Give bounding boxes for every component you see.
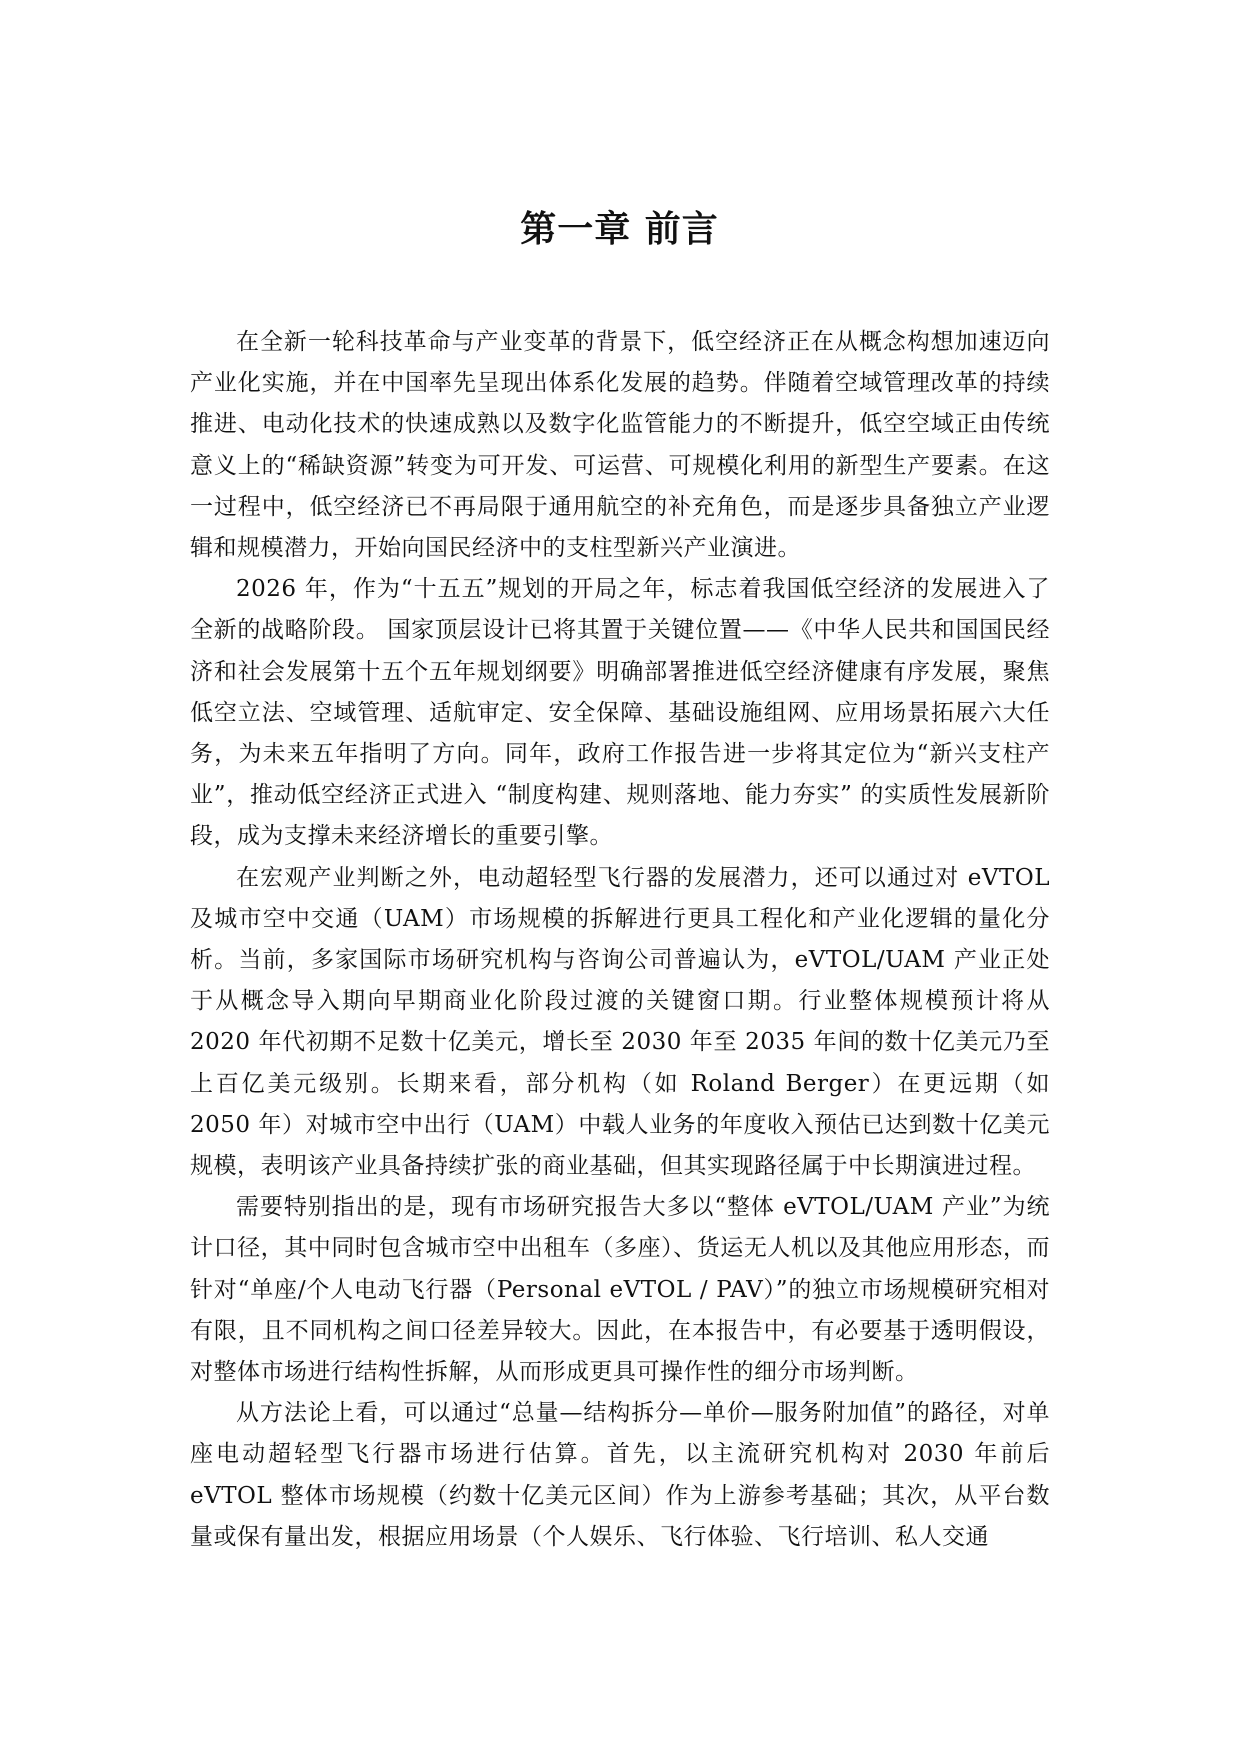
paragraph: 在宏观产业判断之外，电动超轻型飞行器的发展潜力，还可以通过对 eVTOL 及城市空中交通（UAM）市场规模的拆解进行更具工程化和产业化逻辑的量化分析。当前，多家国际市场研究机构与咨询公司普遍认为，eVTOL/UAM 产业正处于从概念导入期向早期商业化阶段过渡的关键窗口期。行业整体规模预计将从 2020 年代初期不足数十亿美元，增长至 2030 年至 2035 年间的数十亿美元乃至上百亿美元级别。长期来看，部分机构（如 Roland Berger）在更远期（如 2050 年）对城市空中出行（UAM）中载人业务的年度收入预估已达到数十亿美元规模，表明该产业具备持续扩张的商业基础，但其实现路径属于中长期演进过程。 bbox=[190, 864, 1050, 1180]
paragraph: 2026 年，作为“十五五”规划的开局之年，标志着我国低空经济的发展进入了全新的战略阶段。 国家顶层设计已将其置于关键位置——《中华人民共和国国民经济和社会发展第十五个五年规划纲要》明确部署推进低空经济健康有序发展，聚焦低空立法、空域管理、适航审定、安全保障、基础设施组网、应用场景拓展六大任务，为未来五年指明了方向。同年，政府工作报告进一步将其定位为“新兴支柱产业”，推动低空经济正式进入 “制度构建、规则落地、能力夯实” 的实质性发展新阶段，成为支撑未来经济增长的重要引擎。 bbox=[190, 576, 1050, 850]
paragraph: 从方法论上看，可以通过“总量—结构拆分—单价—服务附加值”的路径，对单座电动超轻型飞行器市场进行估算。首先，以主流研究机构对 2030 年前后 eVTOL 整体市场规模（约数十亿美元区间）作为上游参考基础；其次，从平台数量或保有量出发，根据应用场景（个人娱乐、飞行体验、飞行培训、私人交通 bbox=[190, 1400, 1050, 1550]
chapter-title: 第一章 前言 bbox=[520, 209, 719, 250]
paragraph: 需要特别指出的是，现有市场研究报告大多以“整体 eVTOL/UAM 产业”为统计口径，其中同时包含城市空中出租车（多座）、货运无人机以及其他应用形态，而针对“单座/个人电动飞行器（Personal eVTOL / PAV）”的独立市场规模研究相对有限，且不同机构之间口径差异较大。因此，在本报告中，有必要基于透明假设，对整体市场进行结构性拆解，从而形成更具可操作性的细分市场判断。 bbox=[190, 1194, 1050, 1386]
paragraph: 在全新一轮科技革命与产业变革的背景下，低空经济正在从概念构想加速迈向产业化实施，并在中国率先呈现出体系化发展的趋势。伴随着空域管理改革的持续推进、电动化技术的快速成熟以及数字化监管能力的不断提升，低空空域正由传统意义上的“稀缺资源”转变为可开发、可运营、可规模化利用的新型生产要素。在这一过程中，低空经济已不再局限于通用航空的补充角色，而是逐步具备独立产业逻辑和规模潜力，开始向国民经济中的支柱型新兴产业演进。 bbox=[190, 329, 1050, 562]
body-text bbox=[190, 322, 1050, 1558]
